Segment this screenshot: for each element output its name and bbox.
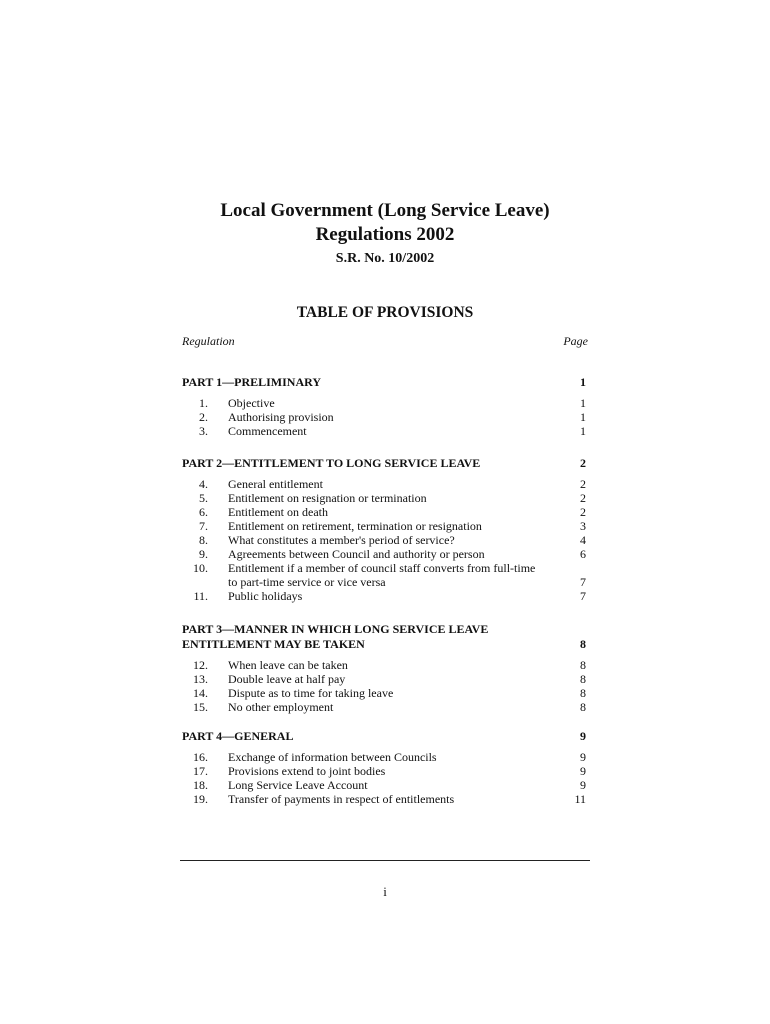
entry-label-text: Dispute as to time for taking leave [228,686,394,700]
entry-label [228,700,588,714]
entry-label [228,792,588,806]
entry-label-text: Long Service Leave Account [228,778,368,792]
toc-heading: TABLE OF PROVISIONS [296,304,474,321]
toc-entry [182,750,588,764]
entry-label [228,672,588,686]
part-heading-text: PART 3—MANNER IN WHICH LONG SERVICE LEAVE [182,622,489,636]
toc-part [182,622,588,714]
toc-entry [182,505,588,519]
part-page-number: 1 [580,375,586,389]
column-header-page: Page [563,334,588,348]
toc-entry [182,764,588,778]
entry-page-number: 2 [580,477,586,491]
part-heading-text: PART 1—PRELIMINARY [182,375,322,389]
entry-number: 16. [193,750,208,764]
entry-label-text: Entitlement on retirement, termination or resignation [228,519,482,533]
entry-label-text: Agreements between Council and authority or person [228,547,485,561]
title-line: Local Government (Long Service Leave) [220,200,550,221]
page-number: i [383,884,387,899]
entry-label [228,519,588,533]
entry-page-number: 2 [580,491,586,505]
column-header-regulation: Regulation [182,334,235,348]
part-heading [182,729,588,744]
part-heading-label [182,456,588,471]
entry-label-text: Authorising provision [228,410,334,424]
entry-page-number: 8 [580,686,586,700]
entry-page-number: 8 [580,672,586,686]
entry-page-number: 8 [580,700,586,714]
entry-label-text: General entitlement [228,477,323,491]
part-heading-text: ENTITLEMENT MAY BE TAKEN [182,637,365,651]
entry-number: 18. [193,778,208,792]
entry-label-text: What constitutes a member's period of service? [228,533,455,547]
part-heading [182,622,588,652]
part-heading-label [182,729,588,744]
toc-entry [182,491,588,505]
entry-number: 11. [193,589,208,603]
entry-label [228,491,588,505]
toc-entry [182,424,588,438]
statutory-rule-number: S.R. No. 10/2002 [335,251,435,266]
entry-label-text: Public holidays [228,589,303,603]
toc-entry [182,519,588,533]
entry-page-number: 8 [580,658,586,672]
entry-number: 4. [199,477,208,491]
toc-entry [182,792,588,806]
entry-number: 6. [199,505,208,519]
entry-label [228,424,588,438]
toc-entry [182,589,588,603]
footer-rule [180,860,590,861]
title-line: Regulations 2002 [315,224,455,245]
entry-number: 15. [193,700,208,714]
entry-label [228,764,588,778]
entry-label [228,686,588,700]
toc-entry [182,410,588,424]
entry-page-number: 7 [580,575,586,589]
entry-label [228,396,588,410]
toc-entry-list [182,396,588,438]
entry-page-number: 7 [580,589,586,603]
entry-label-text: When leave can be taken [228,658,348,672]
entry-page-number: 9 [580,778,586,792]
entry-page-number: 2 [580,505,586,519]
entry-label-text: Entitlement if a member of council staff converts from full-time [228,561,536,575]
entry-label [228,658,588,672]
entry-number: 1. [199,396,208,410]
entry-label [228,477,588,491]
entry-number: 7. [199,519,208,533]
part-page-number: 9 [580,729,586,743]
entry-label [228,561,588,589]
toc-part [182,456,588,603]
entry-label-text: to part-time service or vice versa [228,575,386,589]
entry-label-text: Double leave at half pay [228,672,346,686]
entry-number: 10. [193,561,208,575]
entry-number: 17. [193,764,208,778]
entry-label-text: Transfer of payments in respect of entitlements [228,792,455,806]
part-heading [182,375,588,390]
toc-entry [182,672,588,686]
part-page-number: 2 [580,456,586,470]
entry-label-text: Objective [228,396,275,410]
entry-label [228,410,588,424]
entry-label [228,505,588,519]
part-heading [182,456,588,471]
toc-entry-list [182,750,588,806]
toc-entry [182,658,588,672]
entry-number: 12. [193,658,208,672]
entry-label [228,589,588,603]
part-heading-text: PART 2—ENTITLEMENT TO LONG SERVICE LEAVE [182,456,481,470]
toc-entry [182,533,588,547]
entry-label-text: Entitlement on resignation or termination [228,491,427,505]
entry-page-number: 1 [580,396,586,410]
entry-label [228,547,588,561]
toc-entry [182,778,588,792]
entry-page-number: 3 [580,519,586,533]
entry-page-number: 1 [580,424,586,438]
entry-number: 19. [193,792,208,806]
entry-number: 14. [193,686,208,700]
entry-page-number: 9 [580,764,586,778]
toc-entry-list [182,477,588,603]
part-heading-label [182,375,588,390]
toc-entry [182,561,588,589]
entry-page-number: 11 [574,792,586,806]
toc-entry [182,396,588,410]
entry-page-number: 6 [580,547,586,561]
entry-number: 9. [199,547,208,561]
toc-entry [182,547,588,561]
toc-entry-list [182,658,588,714]
part-heading-label [182,622,588,652]
entry-label-text: Provisions extend to joint bodies [228,764,386,778]
entry-number: 5. [199,491,208,505]
toc-entry [182,700,588,714]
entry-number: 13. [193,672,208,686]
toc-entry [182,686,588,700]
entry-label-text: Commencement [228,424,307,438]
entry-label-text: Entitlement on death [228,505,328,519]
toc-entry [182,477,588,491]
entry-label-text: Exchange of information between Councils [228,750,437,764]
document-title [0,199,770,247]
part-heading-text: PART 4—GENERAL [182,729,294,743]
toc-part [182,375,588,438]
entry-label [228,533,588,547]
entry-number: 2. [199,410,208,424]
entry-number: 8. [199,533,208,547]
table-of-provisions [182,375,588,806]
entry-page-number: 9 [580,750,586,764]
entry-number: 3. [199,424,208,438]
part-page-number: 8 [580,637,586,651]
entry-label [228,778,588,792]
entry-label-text: No other employment [228,700,334,714]
entry-page-number: 4 [580,533,586,547]
toc-part [182,729,588,806]
entry-label [228,750,588,764]
entry-page-number: 1 [580,410,586,424]
